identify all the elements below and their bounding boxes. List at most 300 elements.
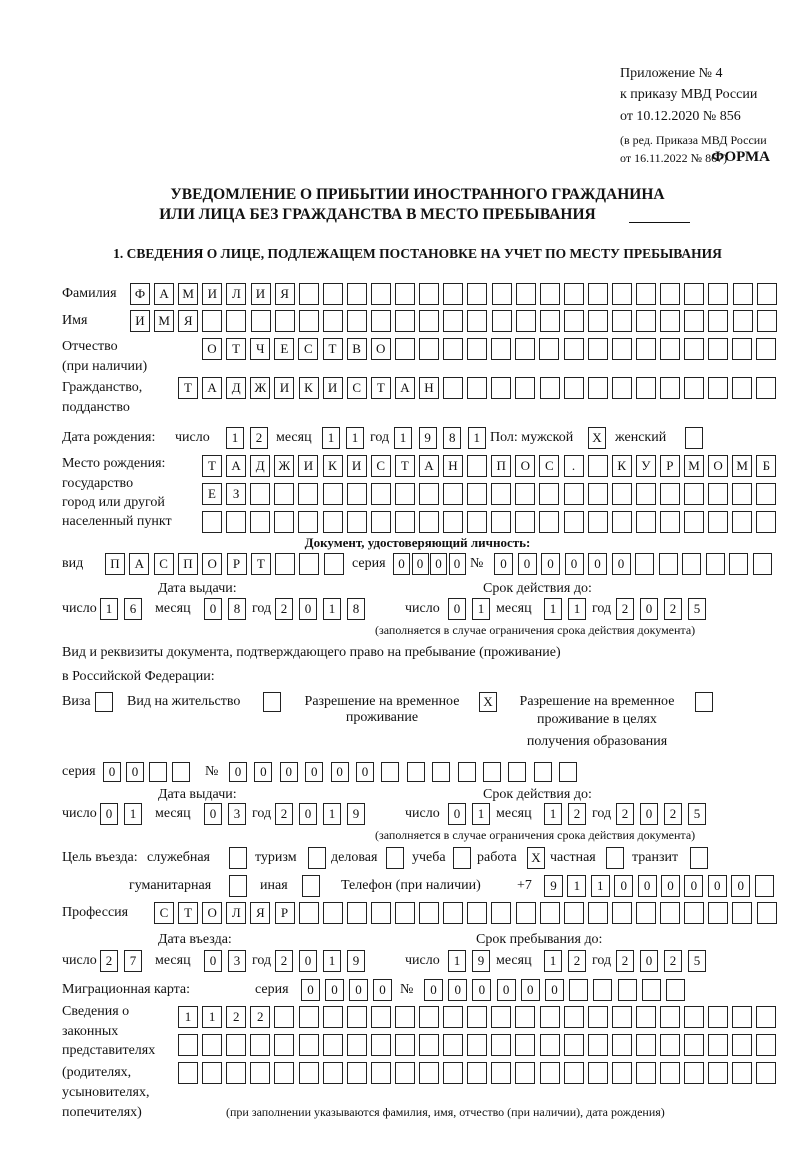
char-box[interactable]	[443, 1062, 463, 1084]
char-box[interactable]: 2	[250, 427, 268, 449]
char-box[interactable]: И	[347, 455, 367, 477]
char-box[interactable]: 0	[204, 598, 222, 620]
char-box[interactable]	[636, 902, 656, 924]
char-box[interactable]	[684, 902, 704, 924]
char-box[interactable]	[618, 979, 637, 1001]
char-box[interactable]	[684, 377, 704, 399]
char-box[interactable]	[515, 511, 535, 533]
char-box[interactable]	[708, 902, 728, 924]
char-box[interactable]	[458, 762, 476, 782]
char-box[interactable]	[588, 511, 608, 533]
char-box[interactable]: 1	[202, 1006, 222, 1028]
char-box[interactable]: .	[564, 455, 584, 477]
char-box[interactable]	[395, 1034, 415, 1056]
char-box[interactable]	[564, 283, 584, 305]
char-box[interactable]	[588, 338, 608, 360]
char-box[interactable]: 3	[228, 950, 246, 972]
char-box[interactable]: Е	[202, 483, 222, 505]
char-box[interactable]: 8	[443, 427, 461, 449]
char-box[interactable]: У	[636, 455, 656, 477]
char-box[interactable]	[443, 338, 463, 360]
char-box[interactable]	[347, 902, 367, 924]
char-box[interactable]: 1	[100, 598, 118, 620]
char-box[interactable]	[381, 762, 399, 782]
char-box[interactable]: 0	[612, 553, 631, 575]
char-box[interactable]	[443, 511, 463, 533]
char-box[interactable]	[323, 1062, 343, 1084]
char-box[interactable]	[636, 483, 656, 505]
char-box[interactable]	[540, 902, 560, 924]
char-box[interactable]	[515, 483, 535, 505]
char-box[interactable]	[706, 553, 725, 575]
char-box[interactable]: И	[202, 283, 222, 305]
char-box[interactable]: 1	[468, 427, 486, 449]
char-box[interactable]: И	[323, 377, 343, 399]
char-box[interactable]: 1	[323, 803, 341, 825]
char-box[interactable]	[347, 1062, 367, 1084]
char-box[interactable]: 0	[305, 762, 323, 782]
char-box[interactable]	[733, 310, 753, 332]
char-box[interactable]	[250, 511, 270, 533]
char-box[interactable]: С	[371, 455, 391, 477]
char-box[interactable]	[275, 310, 295, 332]
char-box[interactable]: X	[527, 847, 545, 869]
char-box[interactable]	[178, 1034, 198, 1056]
char-box[interactable]: 1	[544, 950, 562, 972]
char-box[interactable]	[569, 979, 588, 1001]
char-box[interactable]: П	[105, 553, 125, 575]
char-box[interactable]: 1	[591, 875, 610, 897]
char-box[interactable]	[515, 1006, 535, 1028]
char-box[interactable]: М	[178, 283, 198, 305]
char-box[interactable]	[642, 979, 661, 1001]
char-box[interactable]	[684, 338, 704, 360]
char-box[interactable]: И	[298, 455, 318, 477]
char-box[interactable]: М	[732, 455, 752, 477]
char-box[interactable]	[467, 1062, 487, 1084]
char-box[interactable]	[274, 1034, 294, 1056]
char-box[interactable]	[756, 1034, 776, 1056]
char-box[interactable]	[564, 338, 584, 360]
char-box[interactable]: 0	[373, 979, 392, 1001]
char-box[interactable]	[612, 310, 632, 332]
char-box[interactable]	[395, 283, 415, 305]
char-box[interactable]: Т	[251, 553, 271, 575]
char-box[interactable]: Т	[395, 455, 415, 477]
char-box[interactable]: 1	[178, 1006, 198, 1028]
char-box[interactable]	[202, 1034, 222, 1056]
char-box[interactable]	[666, 979, 685, 1001]
char-box[interactable]: Л	[226, 283, 246, 305]
char-box[interactable]: К	[612, 455, 632, 477]
char-box[interactable]: Т	[178, 377, 198, 399]
char-box[interactable]: П	[178, 553, 198, 575]
char-box[interactable]	[660, 1034, 680, 1056]
char-box[interactable]: К	[323, 455, 343, 477]
char-box[interactable]: С	[539, 455, 559, 477]
char-box[interactable]: И	[251, 283, 271, 305]
char-box[interactable]	[660, 902, 680, 924]
char-box[interactable]	[299, 283, 319, 305]
char-box[interactable]	[302, 875, 320, 897]
char-box[interactable]: Я	[275, 283, 295, 305]
char-box[interactable]	[395, 1062, 415, 1084]
char-box[interactable]	[684, 310, 704, 332]
char-box[interactable]	[371, 283, 391, 305]
char-box[interactable]	[226, 1062, 246, 1084]
char-box[interactable]	[491, 1062, 511, 1084]
char-box[interactable]: А	[419, 455, 439, 477]
char-box[interactable]	[491, 1006, 511, 1028]
char-box[interactable]: А	[154, 283, 174, 305]
char-box[interactable]	[432, 762, 450, 782]
char-box[interactable]	[612, 1062, 632, 1084]
char-box[interactable]	[226, 1034, 246, 1056]
char-box[interactable]: 0	[393, 553, 410, 575]
char-box[interactable]	[323, 310, 343, 332]
char-box[interactable]: 0	[640, 803, 658, 825]
char-box[interactable]	[323, 511, 343, 533]
char-box[interactable]	[443, 902, 463, 924]
char-box[interactable]	[508, 762, 526, 782]
char-box[interactable]	[443, 1034, 463, 1056]
char-box[interactable]: 0	[640, 598, 658, 620]
char-box[interactable]: О	[202, 553, 222, 575]
char-box[interactable]	[593, 979, 612, 1001]
char-box[interactable]: 1	[323, 950, 341, 972]
char-box[interactable]: 0	[204, 803, 222, 825]
char-box[interactable]	[467, 483, 487, 505]
char-box[interactable]: 0	[254, 762, 272, 782]
char-box[interactable]	[323, 283, 343, 305]
char-box[interactable]: 1	[568, 598, 586, 620]
char-box[interactable]	[612, 377, 632, 399]
char-box[interactable]: Т	[202, 455, 222, 477]
char-box[interactable]: С	[154, 902, 174, 924]
char-box[interactable]: 0	[449, 553, 466, 575]
char-box[interactable]	[443, 310, 463, 332]
char-box[interactable]	[612, 338, 632, 360]
char-box[interactable]	[229, 875, 247, 897]
char-box[interactable]	[684, 1034, 704, 1056]
char-box[interactable]	[395, 1006, 415, 1028]
char-box[interactable]	[684, 511, 704, 533]
char-box[interactable]: Т	[323, 338, 343, 360]
char-box[interactable]: 2	[568, 950, 586, 972]
char-box[interactable]: 0	[229, 762, 247, 782]
char-box[interactable]: 1	[472, 598, 490, 620]
char-box[interactable]	[202, 1062, 222, 1084]
char-box[interactable]	[251, 310, 271, 332]
char-box[interactable]: А	[395, 377, 415, 399]
char-box[interactable]	[564, 310, 584, 332]
char-box[interactable]	[612, 1034, 632, 1056]
char-box[interactable]	[708, 338, 728, 360]
char-box[interactable]: 0	[430, 553, 447, 575]
char-box[interactable]	[540, 283, 560, 305]
char-box[interactable]	[324, 553, 344, 575]
char-box[interactable]: 0	[448, 598, 466, 620]
char-box[interactable]	[491, 511, 511, 533]
char-box[interactable]	[467, 1034, 487, 1056]
char-box[interactable]: К	[299, 377, 319, 399]
char-box[interactable]	[684, 283, 704, 305]
char-box[interactable]	[371, 310, 391, 332]
char-box[interactable]	[534, 762, 552, 782]
char-box[interactable]: 0	[541, 553, 560, 575]
char-box[interactable]	[347, 483, 367, 505]
char-box[interactable]: О	[202, 902, 222, 924]
char-box[interactable]: 2	[664, 950, 682, 972]
char-box[interactable]	[395, 483, 415, 505]
char-box[interactable]: 0	[518, 553, 537, 575]
char-box[interactable]	[274, 511, 294, 533]
char-box[interactable]	[708, 377, 728, 399]
char-box[interactable]	[443, 483, 463, 505]
char-box[interactable]	[491, 1034, 511, 1056]
char-box[interactable]: 0	[614, 875, 633, 897]
char-box[interactable]: 9	[472, 950, 490, 972]
char-box[interactable]	[443, 377, 463, 399]
char-box[interactable]	[515, 1034, 535, 1056]
char-box[interactable]	[172, 762, 190, 782]
char-box[interactable]	[274, 1006, 294, 1028]
char-box[interactable]: С	[347, 377, 367, 399]
char-box[interactable]: 2	[616, 598, 634, 620]
char-box[interactable]	[684, 1006, 704, 1028]
char-box[interactable]	[299, 1006, 319, 1028]
char-box[interactable]: С	[154, 553, 174, 575]
char-box[interactable]: Я	[178, 310, 198, 332]
char-box[interactable]	[395, 310, 415, 332]
char-box[interactable]: Ж	[274, 455, 294, 477]
char-box[interactable]	[612, 483, 632, 505]
char-box[interactable]	[419, 1034, 439, 1056]
char-box[interactable]	[612, 283, 632, 305]
char-box[interactable]	[588, 455, 608, 477]
char-box[interactable]	[308, 847, 326, 869]
char-box[interactable]: Ф	[130, 283, 150, 305]
char-box[interactable]: 0	[424, 979, 443, 1001]
char-box[interactable]: 1	[346, 427, 364, 449]
char-box[interactable]: 1	[124, 803, 142, 825]
char-box[interactable]	[636, 338, 656, 360]
char-box[interactable]	[660, 338, 680, 360]
char-box[interactable]: 2	[275, 803, 293, 825]
char-box[interactable]	[732, 1006, 752, 1028]
char-box[interactable]	[149, 762, 167, 782]
char-box[interactable]: Д	[226, 377, 246, 399]
char-box[interactable]	[407, 762, 425, 782]
char-box[interactable]: 3	[228, 803, 246, 825]
char-box[interactable]	[588, 1062, 608, 1084]
char-box[interactable]	[274, 1062, 294, 1084]
char-box[interactable]	[636, 377, 656, 399]
char-box[interactable]	[756, 483, 776, 505]
char-box[interactable]	[695, 692, 713, 712]
char-box[interactable]	[564, 1062, 584, 1084]
char-box[interactable]	[419, 338, 439, 360]
char-box[interactable]	[756, 1006, 776, 1028]
char-box[interactable]	[419, 1006, 439, 1028]
char-box[interactable]: 2	[226, 1006, 246, 1028]
char-box[interactable]	[467, 338, 487, 360]
char-box[interactable]	[419, 902, 439, 924]
char-box[interactable]	[467, 283, 487, 305]
char-box[interactable]	[443, 283, 463, 305]
char-box[interactable]	[564, 1034, 584, 1056]
char-box[interactable]: 1	[472, 803, 490, 825]
char-box[interactable]	[386, 847, 404, 869]
char-box[interactable]: 0	[301, 979, 320, 1001]
char-box[interactable]	[419, 1062, 439, 1084]
char-box[interactable]: Р	[275, 902, 295, 924]
char-box[interactable]	[588, 483, 608, 505]
char-box[interactable]	[732, 1062, 752, 1084]
char-box[interactable]: 0	[100, 803, 118, 825]
char-box[interactable]: 0	[299, 598, 317, 620]
char-box[interactable]: В	[347, 338, 367, 360]
char-box[interactable]: 9	[419, 427, 437, 449]
char-box[interactable]	[564, 377, 584, 399]
char-box[interactable]: Д	[250, 455, 270, 477]
char-box[interactable]: А	[226, 455, 246, 477]
char-box[interactable]: 1	[226, 427, 244, 449]
char-box[interactable]	[395, 902, 415, 924]
char-box[interactable]: 0	[103, 762, 121, 782]
char-box[interactable]: Я	[250, 902, 270, 924]
char-box[interactable]	[612, 902, 632, 924]
char-box[interactable]	[540, 1062, 560, 1084]
char-box[interactable]: 9	[347, 803, 365, 825]
char-box[interactable]	[732, 1034, 752, 1056]
char-box[interactable]	[732, 377, 752, 399]
char-box[interactable]	[559, 762, 577, 782]
char-box[interactable]	[636, 1034, 656, 1056]
char-box[interactable]	[419, 310, 439, 332]
char-box[interactable]	[515, 377, 535, 399]
char-box[interactable]: 5	[688, 803, 706, 825]
char-box[interactable]	[588, 283, 608, 305]
char-box[interactable]	[492, 283, 512, 305]
char-box[interactable]	[660, 1062, 680, 1084]
char-box[interactable]	[229, 847, 247, 869]
char-box[interactable]: 0	[299, 950, 317, 972]
char-box[interactable]	[660, 377, 680, 399]
char-box[interactable]	[491, 377, 511, 399]
char-box[interactable]: 0	[640, 950, 658, 972]
char-box[interactable]: 2	[664, 803, 682, 825]
char-box[interactable]: 0	[325, 979, 344, 1001]
char-box[interactable]: 0	[204, 950, 222, 972]
char-box[interactable]	[178, 1062, 198, 1084]
char-box[interactable]	[708, 283, 728, 305]
char-box[interactable]	[323, 902, 343, 924]
char-box[interactable]	[729, 553, 748, 575]
char-box[interactable]: Т	[178, 902, 198, 924]
char-box[interactable]	[299, 1062, 319, 1084]
char-box[interactable]: 1	[323, 598, 341, 620]
char-box[interactable]	[299, 1034, 319, 1056]
char-box[interactable]: П	[491, 455, 511, 477]
char-box[interactable]	[250, 1062, 270, 1084]
char-box[interactable]: 0	[708, 875, 727, 897]
char-box[interactable]: 0	[299, 803, 317, 825]
char-box[interactable]	[299, 553, 319, 575]
char-box[interactable]	[250, 483, 270, 505]
char-box[interactable]	[756, 511, 776, 533]
char-box[interactable]: 9	[544, 875, 563, 897]
char-box[interactable]	[467, 455, 487, 477]
char-box[interactable]	[323, 1006, 343, 1028]
char-box[interactable]: 1	[544, 598, 562, 620]
char-box[interactable]: 0	[497, 979, 516, 1001]
char-box[interactable]	[540, 310, 560, 332]
char-box[interactable]: 0	[356, 762, 374, 782]
char-box[interactable]	[371, 902, 391, 924]
char-box[interactable]	[708, 483, 728, 505]
char-box[interactable]	[732, 483, 752, 505]
char-box[interactable]	[690, 847, 708, 869]
char-box[interactable]: 9	[347, 950, 365, 972]
char-box[interactable]: О	[371, 338, 391, 360]
char-box[interactable]	[732, 338, 752, 360]
char-box[interactable]	[564, 483, 584, 505]
char-box[interactable]	[753, 553, 772, 575]
char-box[interactable]	[660, 511, 680, 533]
char-box[interactable]	[347, 310, 367, 332]
char-box[interactable]	[564, 1006, 584, 1028]
char-box[interactable]	[516, 902, 536, 924]
char-box[interactable]	[226, 511, 246, 533]
char-box[interactable]: 2	[250, 1006, 270, 1028]
char-box[interactable]	[371, 1006, 391, 1028]
char-box[interactable]	[539, 511, 559, 533]
char-box[interactable]	[708, 1062, 728, 1084]
char-box[interactable]: 0	[565, 553, 584, 575]
char-box[interactable]	[636, 511, 656, 533]
char-box[interactable]	[492, 310, 512, 332]
char-box[interactable]	[274, 483, 294, 505]
char-box[interactable]	[684, 1062, 704, 1084]
char-box[interactable]	[347, 283, 367, 305]
char-box[interactable]: 0	[126, 762, 144, 782]
char-box[interactable]	[516, 283, 536, 305]
char-box[interactable]: 0	[588, 553, 607, 575]
char-box[interactable]	[371, 1062, 391, 1084]
char-box[interactable]: X	[479, 692, 497, 712]
char-box[interactable]	[263, 692, 281, 712]
char-box[interactable]	[564, 902, 584, 924]
char-box[interactable]	[347, 511, 367, 533]
char-box[interactable]	[612, 1006, 632, 1028]
char-box[interactable]	[660, 283, 680, 305]
char-box[interactable]: 0	[412, 553, 429, 575]
char-box[interactable]: 0	[331, 762, 349, 782]
char-box[interactable]	[419, 483, 439, 505]
char-box[interactable]	[708, 511, 728, 533]
char-box[interactable]	[588, 1006, 608, 1028]
char-box[interactable]: Р	[660, 455, 680, 477]
char-box[interactable]: 6	[124, 598, 142, 620]
char-box[interactable]	[684, 483, 704, 505]
char-box[interactable]: 2	[568, 803, 586, 825]
char-box[interactable]	[453, 847, 471, 869]
char-box[interactable]: Л	[226, 902, 246, 924]
char-box[interactable]: М	[684, 455, 704, 477]
char-box[interactable]: 7	[124, 950, 142, 972]
char-box[interactable]	[491, 338, 511, 360]
